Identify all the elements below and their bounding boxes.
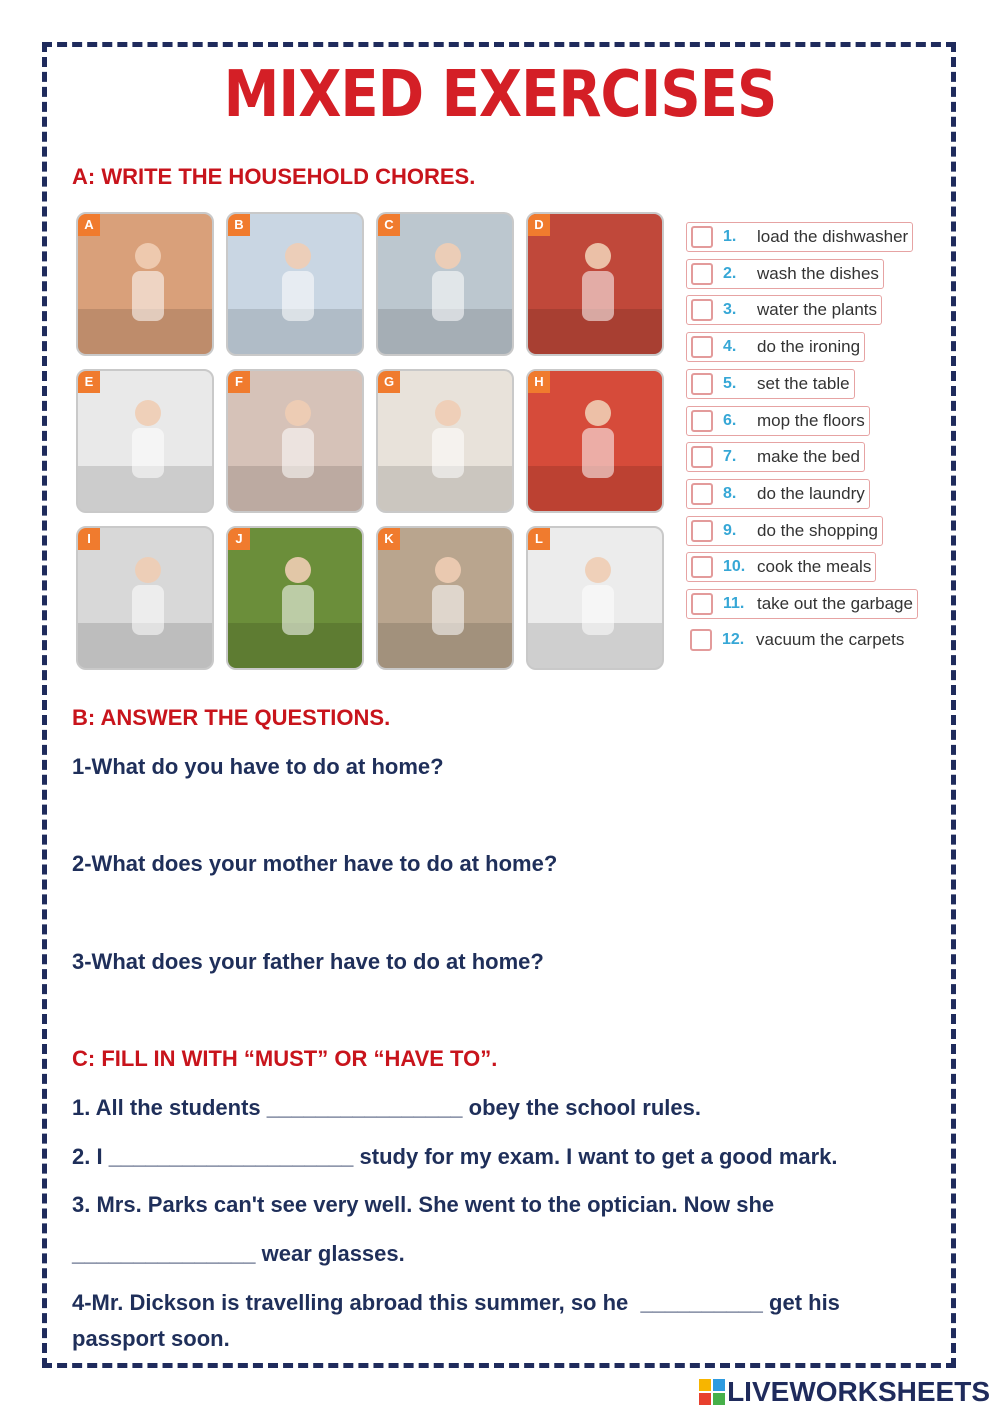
fill-1-before: 1. All the students (72, 1095, 261, 1120)
chore-answer-box[interactable] (691, 299, 713, 321)
picture-tile-b (226, 212, 364, 356)
question-1: 1-What do you have to do at home? (72, 754, 444, 779)
chore-item (686, 406, 870, 436)
chore-answer-box[interactable] (691, 373, 713, 395)
chore-label: take out the garbage (757, 594, 913, 613)
chore-item (686, 259, 884, 289)
chore-label: mop the floors (757, 410, 865, 430)
section-c-heading: C: FILL IN WITH “MUST” OR “HAVE TO”. (72, 1046, 498, 1071)
picture-letter: I (78, 528, 100, 550)
chore-label: vacuum the carpets (756, 629, 905, 649)
picture-tile-f (226, 369, 364, 513)
fill-1-blank[interactable]: ________________ (266, 1095, 463, 1120)
chore-answer-box[interactable] (691, 336, 713, 358)
chore-answer-box[interactable] (691, 593, 713, 615)
chore-answer-box[interactable] (691, 410, 713, 432)
chore-answer-box[interactable] (691, 556, 713, 578)
picture-tile-e (76, 369, 214, 513)
fill-4-blank[interactable]: __________ (634, 1290, 763, 1315)
chore-item (686, 479, 870, 509)
picture-letter: D (528, 214, 550, 236)
fill-sentence-1 (72, 1095, 701, 1121)
fill-2-after: study for my exam. I want to get a good mark. (359, 1144, 838, 1169)
question-3: 3-What does your father have to do at home? (72, 949, 544, 974)
picture-tile-i (76, 526, 214, 670)
chore-item (686, 295, 882, 325)
liveworksheets-logo-icon (699, 1379, 725, 1405)
chore-number: 2. (723, 264, 737, 282)
picture-tile-c (376, 212, 514, 356)
picture-letter: C (378, 214, 400, 236)
chore-answer-box[interactable] (691, 446, 713, 468)
fill-3-after: wear glasses. (261, 1241, 405, 1266)
chore-number: 1. (723, 228, 737, 245)
picture-tile-d (526, 212, 664, 356)
fill-3-blank[interactable]: _______________ (72, 1241, 256, 1266)
picture-letter: A (78, 214, 100, 236)
chore-number: 12. (722, 630, 745, 648)
chore-label: load the dishwasher (757, 227, 909, 246)
chore-label: do the laundry (757, 483, 865, 503)
chore-label: do the ironing (757, 337, 861, 357)
chore-item (686, 516, 883, 546)
chore-answer-box[interactable] (690, 629, 712, 651)
chore-answer-box[interactable] (691, 520, 713, 542)
picture-letter: K (378, 528, 400, 550)
chore-item (686, 442, 865, 472)
chore-item (686, 552, 876, 582)
picture-tile-k (376, 526, 514, 670)
chore-number: 7. (723, 448, 737, 466)
chore-number: 3. (723, 301, 737, 319)
chore-label: cook the meals (757, 557, 872, 577)
picture-letter: G (378, 371, 400, 393)
page-title: MIXED EXERCISES (223, 57, 777, 132)
logo-text: LIVEWORKSHEETS (727, 1376, 990, 1407)
chore-item (686, 369, 855, 399)
question-2: 2-What does your mother have to do at home? (72, 851, 558, 876)
chore-number: 8. (723, 484, 737, 502)
picture-tile-j (226, 526, 364, 670)
chore-number: 5. (723, 374, 737, 392)
picture-tile-h (526, 369, 664, 513)
chore-label: make the bed (757, 447, 861, 467)
picture-tile-l (526, 526, 664, 670)
liveworksheets-logo (699, 1376, 990, 1408)
fill-sentence-4-line-1 (72, 1290, 840, 1316)
chore-number: 4. (723, 338, 737, 356)
fill-sentence-3-line-2 (72, 1241, 405, 1267)
chore-label: wash the dishes (757, 263, 879, 283)
picture-letter: B (228, 214, 250, 236)
chore-number: 6. (723, 411, 737, 429)
fill-1-after: obey the school rules. (468, 1095, 701, 1120)
chore-number: 9. (723, 521, 737, 539)
chore-number: 10. (723, 558, 746, 576)
fill-sentence-4-line-2: passport soon. (72, 1326, 230, 1351)
chore-item (686, 589, 918, 619)
fill-4-before: 4-Mr. Dickson is travelling abroad this summer, so he (72, 1290, 629, 1315)
picture-letter: J (228, 528, 250, 550)
section-b-heading: B: ANSWER THE QUESTIONS. (72, 705, 391, 730)
chore-answer-box[interactable] (691, 263, 713, 285)
picture-tile-a (76, 212, 214, 356)
picture-letter: L (528, 528, 550, 550)
chore-label: set the table (757, 373, 850, 393)
fill-2-blank[interactable]: ____________________ (108, 1144, 354, 1169)
fill-sentence-2 (72, 1144, 838, 1170)
chore-label: do the shopping (757, 520, 878, 540)
chore-item (686, 626, 908, 654)
fill-4-after: get his (769, 1290, 840, 1315)
picture-tile-g (376, 369, 514, 513)
fill-2-before: 2. I (72, 1144, 103, 1169)
picture-letter: E (78, 371, 100, 393)
chore-label: water the plants (757, 300, 878, 320)
section-a-heading: A: WRITE THE HOUSEHOLD CHORES. (72, 164, 476, 189)
picture-letter: F (228, 371, 250, 393)
picture-letter: H (528, 371, 550, 393)
chore-item (686, 332, 865, 362)
chore-item (686, 222, 913, 252)
chore-answer-box[interactable] (691, 226, 713, 248)
chore-number: 11. (723, 595, 745, 612)
fill-sentence-3-line-1: 3. Mrs. Parks can't see very well. She went to the optician. Now she (72, 1192, 775, 1217)
chore-answer-box[interactable] (691, 483, 713, 505)
